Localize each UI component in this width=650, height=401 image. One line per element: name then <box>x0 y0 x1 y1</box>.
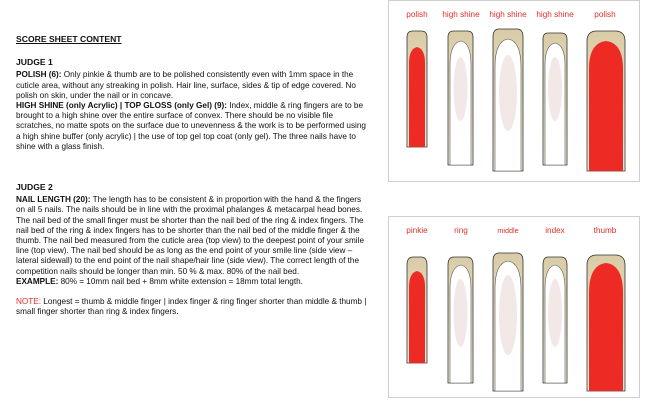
panel2-label-ring: ring <box>454 226 468 235</box>
panel2-label-pinkie: pinkie <box>406 226 428 235</box>
panel1-label-5: polish <box>594 10 616 19</box>
nail-pinkie-polished <box>407 31 427 147</box>
judge1-title: JUDGE 1 <box>16 57 53 68</box>
shine-text: Index, middle & ring fingers are to be brought to a high shine over the entire surface of convex. There should be no visible file scratches, no matte spots on the surface due to unevenness & the work is to be performed using a high shine buffer (only acrylic) | the use of top gel top coat (only gel). The three nails have to shine with a glass finish. <box>16 101 366 151</box>
nail-length-illustration <box>389 217 639 397</box>
panel1-label-2: high shine <box>442 10 480 19</box>
panel1-label-4: high shine <box>536 10 574 19</box>
panel1-label-3: high shine <box>489 10 527 19</box>
nail-finish-illustration <box>389 1 639 181</box>
nail-pinkie <box>407 257 427 363</box>
nail-ring-shine <box>448 31 473 165</box>
note-label: NOTE: <box>16 297 42 307</box>
panel2-label-index: index <box>545 226 565 235</box>
nail-thumb-polished <box>587 31 625 171</box>
note-text: Longest = thumb & middle finger | index finger & ring finger shorter than middle & thumb | small finger shorter than ring & index fingers. <box>16 297 367 317</box>
nail-thumb <box>587 255 625 391</box>
length-text: The length has to be consistent & in proportion with the hand & the fingers on all 5 nails. The nails should be in line with the proximal phalanges & metacarpal head bones. The nail bed of the small finger must be shorter than the nail bed of the ring & index fingers. The nail bed of the ring & index fingers has to be shorter than the nail bed of the middle finger & the thumb. The nail bed measured from the cuticle area (top view) to the deepest point of your smile line (top view). The nail bed should be as long as the end point of your smile line (side view – lateral sidewall) to the end point of the nail shape/hair line (side view). The correct length of the competition nails should be longer than min. 50 % & max. 80% of the nail bed. <box>16 195 365 276</box>
nail-illustration-panel-finish <box>388 0 640 182</box>
page-title: SCORE SHEET CONTENT <box>16 34 122 44</box>
nail-middle-shine <box>493 29 523 171</box>
score-sheet-text <box>16 34 372 317</box>
panel2-label-middle: middle <box>497 226 519 235</box>
nail-illustration-panel-length <box>388 216 640 398</box>
nail-ring <box>448 257 473 383</box>
shine-label: HIGH SHINE (only Acrylic) | TOP GLOSS (only Gel) (9): <box>16 101 227 111</box>
panel1-label-1: polish <box>406 10 428 19</box>
nail-middle <box>493 253 523 391</box>
panel2-label-thumb: thumb <box>593 226 617 235</box>
polish-text: Only pinkie & thumb are to be polished consistently even with 1mm space in the cuticle area, without any streaking in polish. Hair line, surface, sides & tip of edge covered. No polish on skin, under the nail or in concave. <box>16 70 356 100</box>
judge2-title: JUDGE 2 <box>16 182 53 193</box>
length-label: NAIL LENGTH (20): <box>16 195 91 205</box>
length-paragraph <box>16 195 372 277</box>
example-text: 80% = 10mm nail bed + 8mm white extension = 18mm total length. <box>58 276 303 286</box>
polish-paragraph <box>16 70 372 101</box>
polish-label: POLISH (6): <box>16 70 62 80</box>
nail-index <box>543 257 567 383</box>
note-paragraph <box>16 297 372 317</box>
shine-paragraph <box>16 101 372 152</box>
nail-index-shine <box>543 33 567 165</box>
example-paragraph <box>16 277 372 287</box>
example-label: EXAMPLE: <box>16 276 59 286</box>
